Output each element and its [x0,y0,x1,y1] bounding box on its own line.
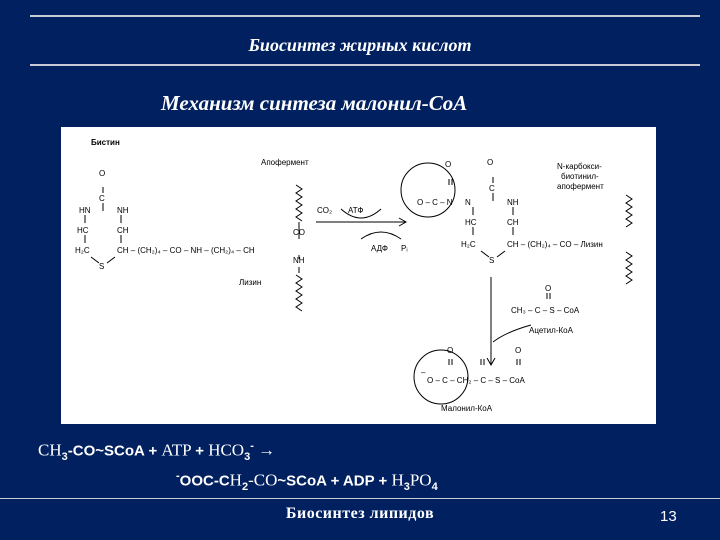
malonyl-formula: O – C – CH₂ – C – S – CoA [427,376,525,385]
carboxybiotinyl-line2: биотинил- [561,172,599,181]
chain-left: CH – (CH₂)₄ – CO – NH – (CH₂)₄ – CH [117,246,255,255]
lysine-label: Лизин [239,278,262,287]
apoenzyme-zigzag-top [296,185,302,221]
slide-subtitle: Механизм синтеза малонил-CoA [161,91,468,115]
svg-text:CO: CO [293,228,305,237]
svg-text:H₂C: H₂C [75,246,90,255]
svg-text:C: C [489,184,495,193]
header-rule [30,64,700,66]
equation-line-2: $^-OOC-CH_2-CO\sim SCoA$ + ADP + $H_3PO_4$ [176,470,438,494]
svg-text:N: N [465,198,471,207]
malonyl-coa-label: Малонил-КоА [441,404,493,413]
svg-text:O – C – N: O – C – N [417,198,453,207]
svg-text:NH: NH [117,206,129,215]
pi-label: Pᵢ [401,244,408,253]
svg-text:HC: HC [77,226,89,235]
svg-text:CH: CH [507,218,519,227]
biotin-label: Бистин [91,138,120,147]
adp-label: АДФ [371,244,388,253]
svg-text:HC: HC [465,218,477,227]
svg-text:NH: NH [507,198,519,207]
acetyl-coa-label: Ацетил-КоА [529,326,573,335]
svg-text:O: O [487,158,494,167]
apoenzyme-zigzag-bottom [296,275,302,311]
svg-text:S: S [99,262,105,271]
top-rule [30,15,700,17]
page-number: 13 [660,508,677,525]
page-title: Биосинтез жирных кислот [248,35,472,55]
svg-text:O: O [545,284,552,293]
svg-text:H₂C: H₂C [461,240,476,249]
chain-right: CH – (CH₂)₄ – CO – Лизин [507,240,603,249]
acetyl-formula: CH₃ – C – S – CoA [511,306,580,315]
co2-label: CO₂ [317,206,333,215]
svg-text:O: O [447,346,454,355]
svg-text:CH: CH [117,226,129,235]
carboxybiotinyl-line1: N-карбокси- [557,162,602,171]
reaction-diagram [61,127,656,424]
reaction-diagram-svg [61,127,656,424]
svg-text:O: O [445,160,452,169]
footer-rule [0,498,720,499]
carboxybiotinyl-line3: апофермент [557,182,604,191]
svg-text:O: O [515,346,522,355]
svg-text:O: O [99,169,106,178]
svg-text:HN: HN [79,206,91,215]
enzyme-zigzag-right-bottom [626,252,632,284]
svg-text:–: – [421,368,426,377]
svg-text:S: S [489,256,495,265]
footer-title: Биосинтез липидов [285,505,435,522]
enzyme-zigzag-right-top [626,195,632,227]
apoenzyme-label: Апофермент [261,158,309,167]
svg-text:NH: NH [293,256,305,265]
atp-label: АТФ [348,206,364,215]
equation-line-1: $CH_3-CO\sim SCoA$ + ATP + $HCO_3^-$ → [38,440,276,464]
svg-text:C: C [99,194,105,203]
